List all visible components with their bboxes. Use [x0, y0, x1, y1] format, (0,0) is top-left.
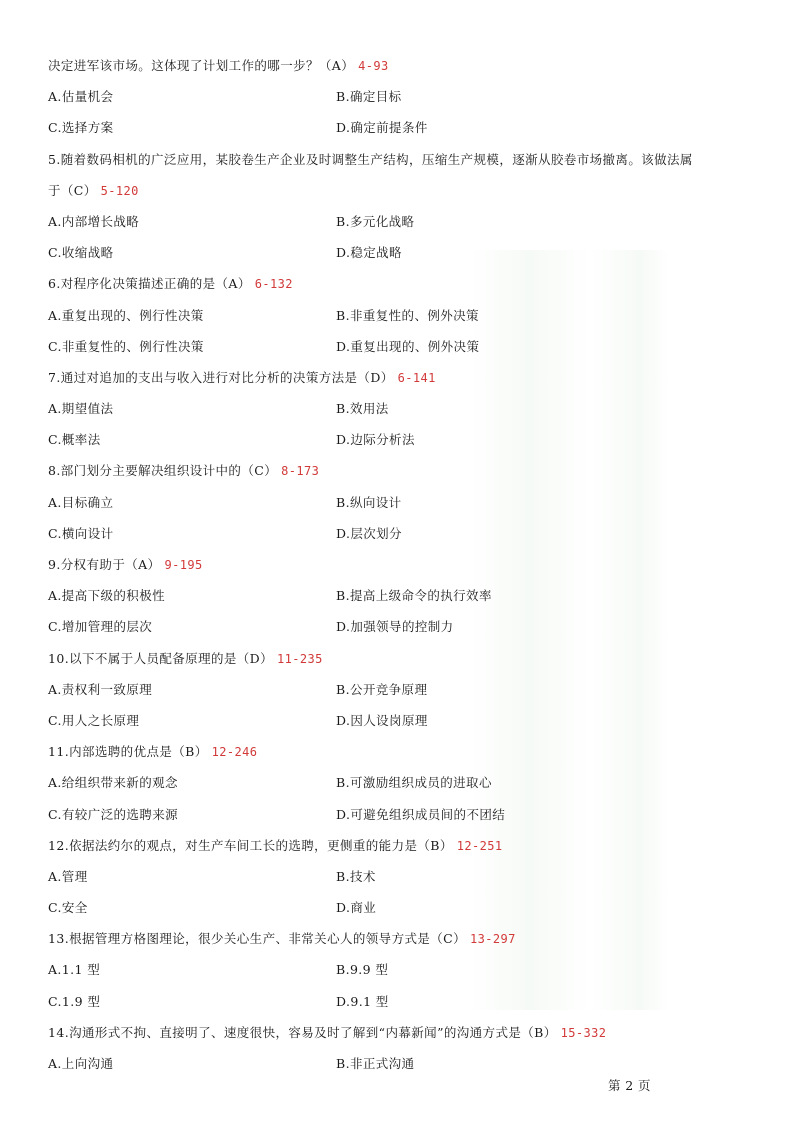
answer-option: C.横向设计 [48, 525, 114, 541]
page-reference: 8-173 [281, 464, 320, 479]
page-reference: 6-141 [397, 370, 436, 385]
answer-option: D.9.1 型 [336, 993, 389, 1009]
question-stem [48, 929, 748, 960]
option-row [48, 805, 748, 836]
answer-option: C.增加管理的层次 [48, 619, 153, 635]
question-text: 5.随着数码相机的广泛应用，某胶卷生产企业及时调整生产结构，压缩生产规模，逐渐从胶卷市场撤离。该做法属 [48, 151, 693, 167]
question-text: 12.依据法约尔的观点，对生产车间工长的选聘，更侧重的能力是（B） [48, 837, 453, 853]
page-reference: 13-297 [470, 932, 516, 947]
answer-option: D.加强领导的控制力 [336, 619, 454, 635]
question-text: 决定进军该市场。这体现了计划工作的哪一步？（A） [48, 58, 355, 73]
question-stem [48, 555, 748, 586]
answer-option: A.提高下级的积极性 [48, 588, 166, 604]
answer-option: C.非重复性的、例行性决策 [48, 338, 204, 354]
page-reference: 4-93 [358, 59, 389, 73]
question-block [48, 150, 748, 275]
question-text: 7.通过对追加的支出与收入进行对比分析的决策方法是（D） [48, 369, 394, 385]
page-reference: 12-251 [456, 838, 503, 853]
option-row [48, 430, 748, 461]
question-block [48, 742, 748, 836]
answer-option: C.安全 [48, 900, 88, 916]
option-row [48, 711, 748, 742]
option-row [48, 337, 748, 368]
option-row [48, 680, 748, 711]
answer-option: C.有较广泛的选聘来源 [48, 806, 178, 822]
answer-option: C.用人之长原理 [48, 712, 140, 728]
answer-option: B.非正式沟通 [336, 1056, 415, 1071]
answer-option: A.内部增长战略 [48, 213, 140, 229]
answer-option: A.给组织带来新的观念 [48, 775, 178, 791]
question-list [48, 56, 748, 1085]
answer-option: B.纵向设计 [336, 494, 402, 510]
answer-option: B.确定目标 [336, 89, 402, 105]
answer-option: C.选择方案 [48, 120, 114, 136]
question-stem [48, 461, 748, 492]
question-stem [48, 836, 748, 867]
question-stem [48, 56, 748, 87]
answer-option: A.目标确立 [48, 494, 114, 510]
answer-option: A.期望值法 [48, 401, 114, 417]
answer-option: B.效用法 [336, 401, 389, 417]
question-block [48, 56, 748, 150]
answer-option: A.1.1 型 [48, 962, 101, 978]
answer-option: B.9.9 型 [336, 962, 389, 978]
answer-option: A.估量机会 [48, 89, 114, 105]
option-row [48, 306, 748, 337]
page-reference: 12-246 [211, 745, 258, 760]
question-text: 8.部门划分主要解决组织设计中的（C） [48, 463, 278, 479]
answer-option: D.重复出现的、例外决策 [336, 338, 480, 354]
question-block [48, 649, 748, 743]
question-block [48, 461, 748, 555]
question-block [48, 368, 748, 462]
page-reference: 5-120 [100, 183, 139, 198]
answer-option: D.可避免组织成员间的不团结 [336, 806, 506, 822]
page-reference: 6-132 [254, 277, 293, 292]
question-block [48, 929, 748, 1023]
question-text: 10.以下不属于人员配备原理的是（D） [48, 650, 274, 666]
answer-option: C.概率法 [48, 432, 101, 448]
question-text: 6.对程序化决策描述正确的是（A） [48, 276, 251, 292]
answer-option: B.多元化战略 [336, 213, 415, 229]
page-reference: 11-235 [277, 651, 323, 666]
question-stem [48, 181, 748, 212]
answer-option: B.公开竞争原理 [336, 681, 428, 697]
answer-option: A.上向沟通 [48, 1056, 114, 1071]
answer-option: A.责权利一致原理 [48, 681, 153, 697]
answer-option: B.可激励组织成员的进取心 [336, 775, 492, 791]
question-text: 13.根据管理方格图理论，很少关心生产、非常关心人的领导方式是（C） [48, 931, 467, 947]
option-row [48, 212, 748, 243]
question-text: 于（C） [48, 182, 97, 198]
option-row [48, 773, 748, 804]
answer-option: A.重复出现的、例行性决策 [48, 307, 204, 323]
answer-option: C.收缩战略 [48, 245, 114, 261]
answer-option: D.边际分析法 [336, 432, 415, 448]
option-row [48, 586, 748, 617]
option-row [48, 617, 748, 648]
question-text: 9.分权有助于（A） [48, 557, 161, 572]
page-reference: 15-332 [560, 1025, 607, 1040]
option-row [48, 87, 748, 118]
question-block [48, 555, 748, 649]
answer-option: A.管理 [48, 868, 88, 884]
question-text: 11.内部选聘的优点是（B） [48, 744, 208, 760]
option-row [48, 399, 748, 430]
answer-option: D.商业 [336, 900, 377, 916]
question-stem [48, 368, 748, 399]
answer-option: D.稳定战略 [336, 245, 402, 261]
option-row [48, 524, 748, 555]
option-row [48, 493, 748, 524]
answer-option: D.层次划分 [336, 525, 402, 541]
question-stem [48, 274, 748, 305]
question-stem [48, 150, 748, 181]
question-stem [48, 742, 748, 773]
question-block [48, 274, 748, 368]
page-reference: 9-195 [164, 558, 203, 572]
option-row [48, 960, 748, 991]
answer-option: B.提高上级命令的执行效率 [336, 588, 492, 604]
answer-option: D.因人设岗原理 [336, 712, 428, 728]
question-stem [48, 1023, 748, 1054]
answer-option: C.1.9 型 [48, 993, 101, 1009]
answer-option: B.非重复性的、例外决策 [336, 307, 479, 323]
option-row [48, 992, 748, 1023]
option-row [48, 867, 748, 898]
answer-option: D.确定前提条件 [336, 120, 428, 136]
page-number: 第 2 页 [608, 1078, 651, 1093]
answer-option: B.技术 [336, 868, 376, 884]
option-row [48, 898, 748, 929]
option-row [48, 243, 748, 274]
question-text: 14.沟通形式不拘、直接明了、速度很快，容易及时了解到“内幕新闻”的沟通方式是（B） [48, 1024, 557, 1040]
option-row [48, 118, 748, 149]
question-block [48, 836, 748, 930]
question-stem [48, 649, 748, 680]
